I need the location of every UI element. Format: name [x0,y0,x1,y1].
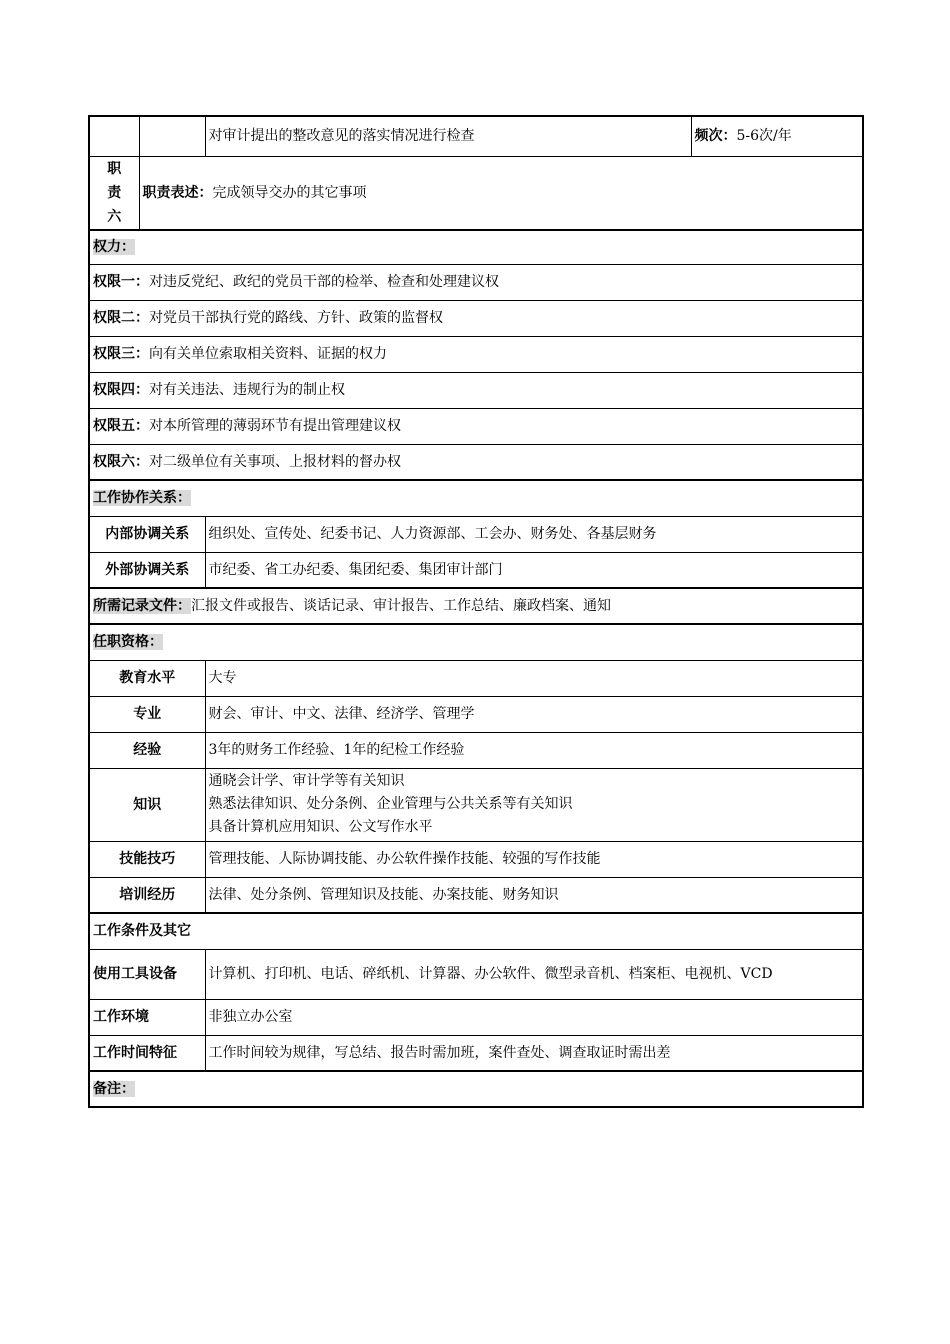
training-label: 培训经历 [89,877,205,913]
records-label: 所需记录文件： [93,598,191,614]
frequency-label: 频次： [694,128,737,145]
authority-label-4: 权限四： [93,382,149,398]
authority-title: 权力： [93,239,135,256]
conditions-title: 工作条件及其它 [93,923,191,940]
knowledge-line-1: 通晓会计学、审计学等有关知识 [208,773,405,789]
education-text: 大专 [205,660,863,696]
authority-row-2 [89,300,863,336]
major-label: 专业 [89,696,205,732]
work-time-row [89,1035,863,1071]
skills-label: 技能技巧 [89,841,205,877]
tools-text: 计算机、打印机、电话、碎纸机、计算器、办公软件、微型录音机、档案柜、电视机、VCD [205,949,863,999]
authority-label-5: 权限五： [93,418,149,434]
work-time-text: 工作时间较为规律，写总结、报告时需加班，案件查处、调查取证时需出差 [205,1035,863,1071]
knowledge-line-3: 具备计算机应用知识、公文写作水平 [208,819,433,835]
job-description-table [88,115,862,1108]
environment-row [89,999,863,1035]
education-label: 教育水平 [89,660,205,696]
tools-label: 使用工具设备 [89,949,205,999]
external-cooperation-text: 市纪委、省工办纪委、集团纪委、集团审计部门 [205,552,863,588]
remarks-row [89,1071,863,1107]
conditions-header-row [89,913,863,949]
internal-cooperation-text: 组织处、宣传处、纪委书记、人力资源部、工会办、财务处、各基层财务 [205,516,863,552]
cooperation-header-row [89,480,863,516]
duty6-desc-label: 职责表述： [142,184,213,201]
external-cooperation-row [89,552,863,588]
authority-row-3 [89,336,863,372]
duty-continuation-row [89,116,863,156]
authority-label-3: 权限三： [93,346,149,362]
duty6-row [89,156,863,230]
qualification-title: 任职资格： [93,634,163,651]
major-row [89,696,863,732]
authority-text-4: 对有关违法、违规行为的制止权 [149,382,345,398]
major-text: 财会、审计、中文、法律、经济学、管理学 [205,696,863,732]
authority-label-1: 权限一： [93,274,149,290]
records-row [89,588,863,624]
education-row [89,660,863,696]
internal-cooperation-label: 内部协调关系 [89,516,205,552]
authority-row-1 [89,264,863,300]
duty-label-cell [89,116,139,156]
skills-row [89,841,863,877]
records-text: 汇报文件或报告、谈话记录、审计报告、工作总结、廉政档案、通知 [191,598,611,614]
skills-text: 管理技能、人际协调技能、办公软件操作技能、较强的写作技能 [205,841,863,877]
duty-frequency-cell [691,116,863,156]
duty6-desc-text: 完成领导交办的其它事项 [212,184,367,201]
knowledge-text [205,768,863,841]
experience-row [89,732,863,768]
authority-label-6: 权限六： [93,453,149,470]
external-cooperation-label: 外部协调关系 [89,552,205,588]
knowledge-row [89,768,863,841]
duty6-label-char-1: 职 [107,160,122,177]
experience-text: 3年的财务工作经验、1年的纪检工作经验 [205,732,863,768]
authority-text-6: 对二级单位有关事项、上报材料的督办权 [149,453,401,470]
cooperation-title: 工作协作关系： [93,490,191,507]
duty-task-text: 对审计提出的整改意见的落实情况进行检查 [205,116,691,156]
tools-row [89,949,863,999]
duty6-label-char-2: 责 [107,184,122,201]
work-time-label: 工作时间特征 [89,1035,205,1071]
duty6-label [89,156,139,230]
duty6-label-char-3: 六 [107,208,122,225]
authority-row-4 [89,372,863,408]
authority-label-2: 权限二： [93,310,149,326]
training-row [89,877,863,913]
remarks-title: 备注： [93,1081,135,1097]
experience-label: 经验 [89,732,205,768]
internal-cooperation-row [89,516,863,552]
authority-title-cell [89,230,863,264]
authority-text-3: 向有关单位索取相关资料、证据的权力 [149,346,387,362]
authority-row-5 [89,408,863,444]
knowledge-label: 知识 [89,768,205,841]
duty-index-cell [139,116,205,156]
environment-text: 非独立办公室 [205,999,863,1035]
authority-text-5: 对本所管理的薄弱环节有提出管理建议权 [149,418,401,434]
authority-text-1: 对违反党纪、政纪的党员干部的检举、检查和处理建议权 [149,274,499,290]
authority-text-2: 对党员干部执行党的路线、方针、政策的监督权 [149,310,443,326]
authority-header-row [89,230,863,264]
frequency-value: 5-6次/年 [736,128,792,145]
qualification-header-row [89,624,863,660]
knowledge-line-2: 熟悉法律知识、处分条例、企业管理与公共关系等有关知识 [208,796,573,812]
environment-label: 工作环境 [89,999,205,1035]
training-text: 法律、处分条例、管理知识及技能、办案技能、财务知识 [205,877,863,913]
authority-row-6 [89,444,863,480]
duty6-description [139,156,863,230]
